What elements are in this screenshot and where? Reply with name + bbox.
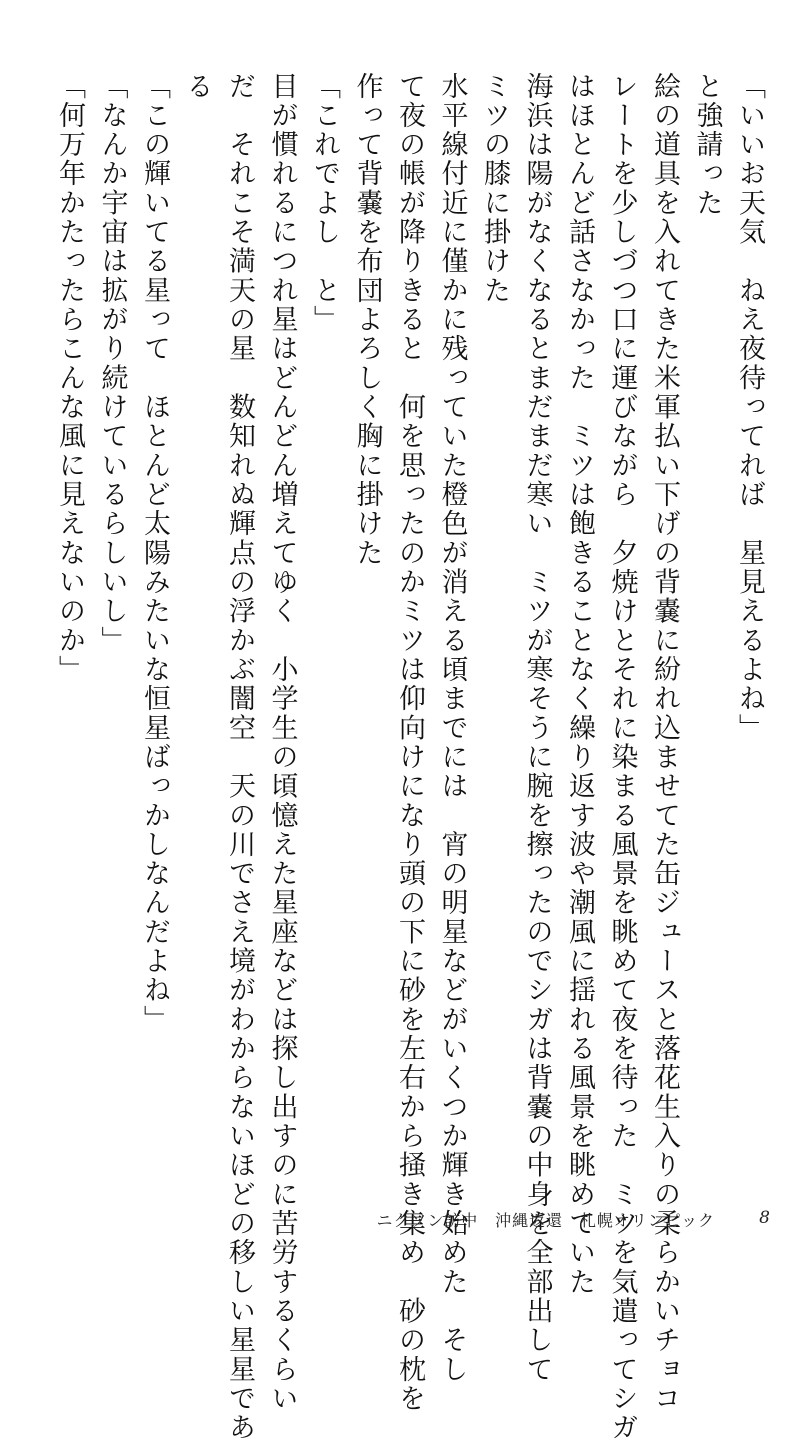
text-line: はほとんど話さなかった ミツは飽きることなく繰り返す波や潮風に揺れる風景を眺めていた (564, 72, 595, 1297)
text-line: て夜の帳が降りきると 何を思ったのかミツは仰向けになり頭の下に砂を左右から掻き集め 砂の枕を (394, 72, 425, 1414)
text-line: る (181, 72, 213, 102)
text-line: だ それこそ満天の星 数知れぬ輝点の浮かぶ闇空 天の川でさえ境がわからないほどの移しい星星であ (224, 72, 255, 1443)
page-number: 8 (759, 1208, 770, 1228)
text-line: と強請った (691, 72, 723, 218)
text-line: レートを少しづつ口に運びながら 夕焼けとそれに染まる風景を眺めて夜を待った ミツを気遣ってシガ (606, 72, 638, 1443)
text-line: 海浜は陽がなくなるとまだまだ寒い ミツが寒そうに腕を擦ったのでシガは背嚢の中身を全部出して (521, 72, 553, 1385)
text-line: 「この輝いてる星って ほとんど太陽みたいな恒星ばっかしなんだよね」 (139, 72, 170, 1035)
text-line: 「これでよし と」 (309, 72, 340, 335)
text-line: ミツの膝に掛けた (479, 72, 510, 306)
text-line: 「何万年かたったらこんな風に見えないのか」 (54, 72, 85, 685)
running-title: ニクソン訪中 沖縄返還 札幌オリンピック (376, 1211, 715, 1230)
text-line: 「なんか宇宙は拡がり続けているらしいし」 (96, 72, 128, 656)
text-line: 「いいお天気 ねえ夜待ってれば 星見えるよね」 (734, 72, 765, 743)
text-line: 目が慣れるにつれ星はどんどん増えてゆく 小学生の頃憶えた星座などは探し出すのに苦労するくらい (266, 72, 298, 1414)
text-line: 水平線付近に僅かに残っていた橙色が消える頃までには 宵の明星などがいくつか輝き始めた そし (436, 72, 468, 1385)
text-line: 作って背嚢を布団よろしく胸に掛けた (351, 72, 383, 568)
text-line: 絵の道具を入れてきた米軍払い下げの背嚢に紛れ込ませてた缶ジュースと落花生入りの柔らかいチョコ (649, 72, 680, 1414)
